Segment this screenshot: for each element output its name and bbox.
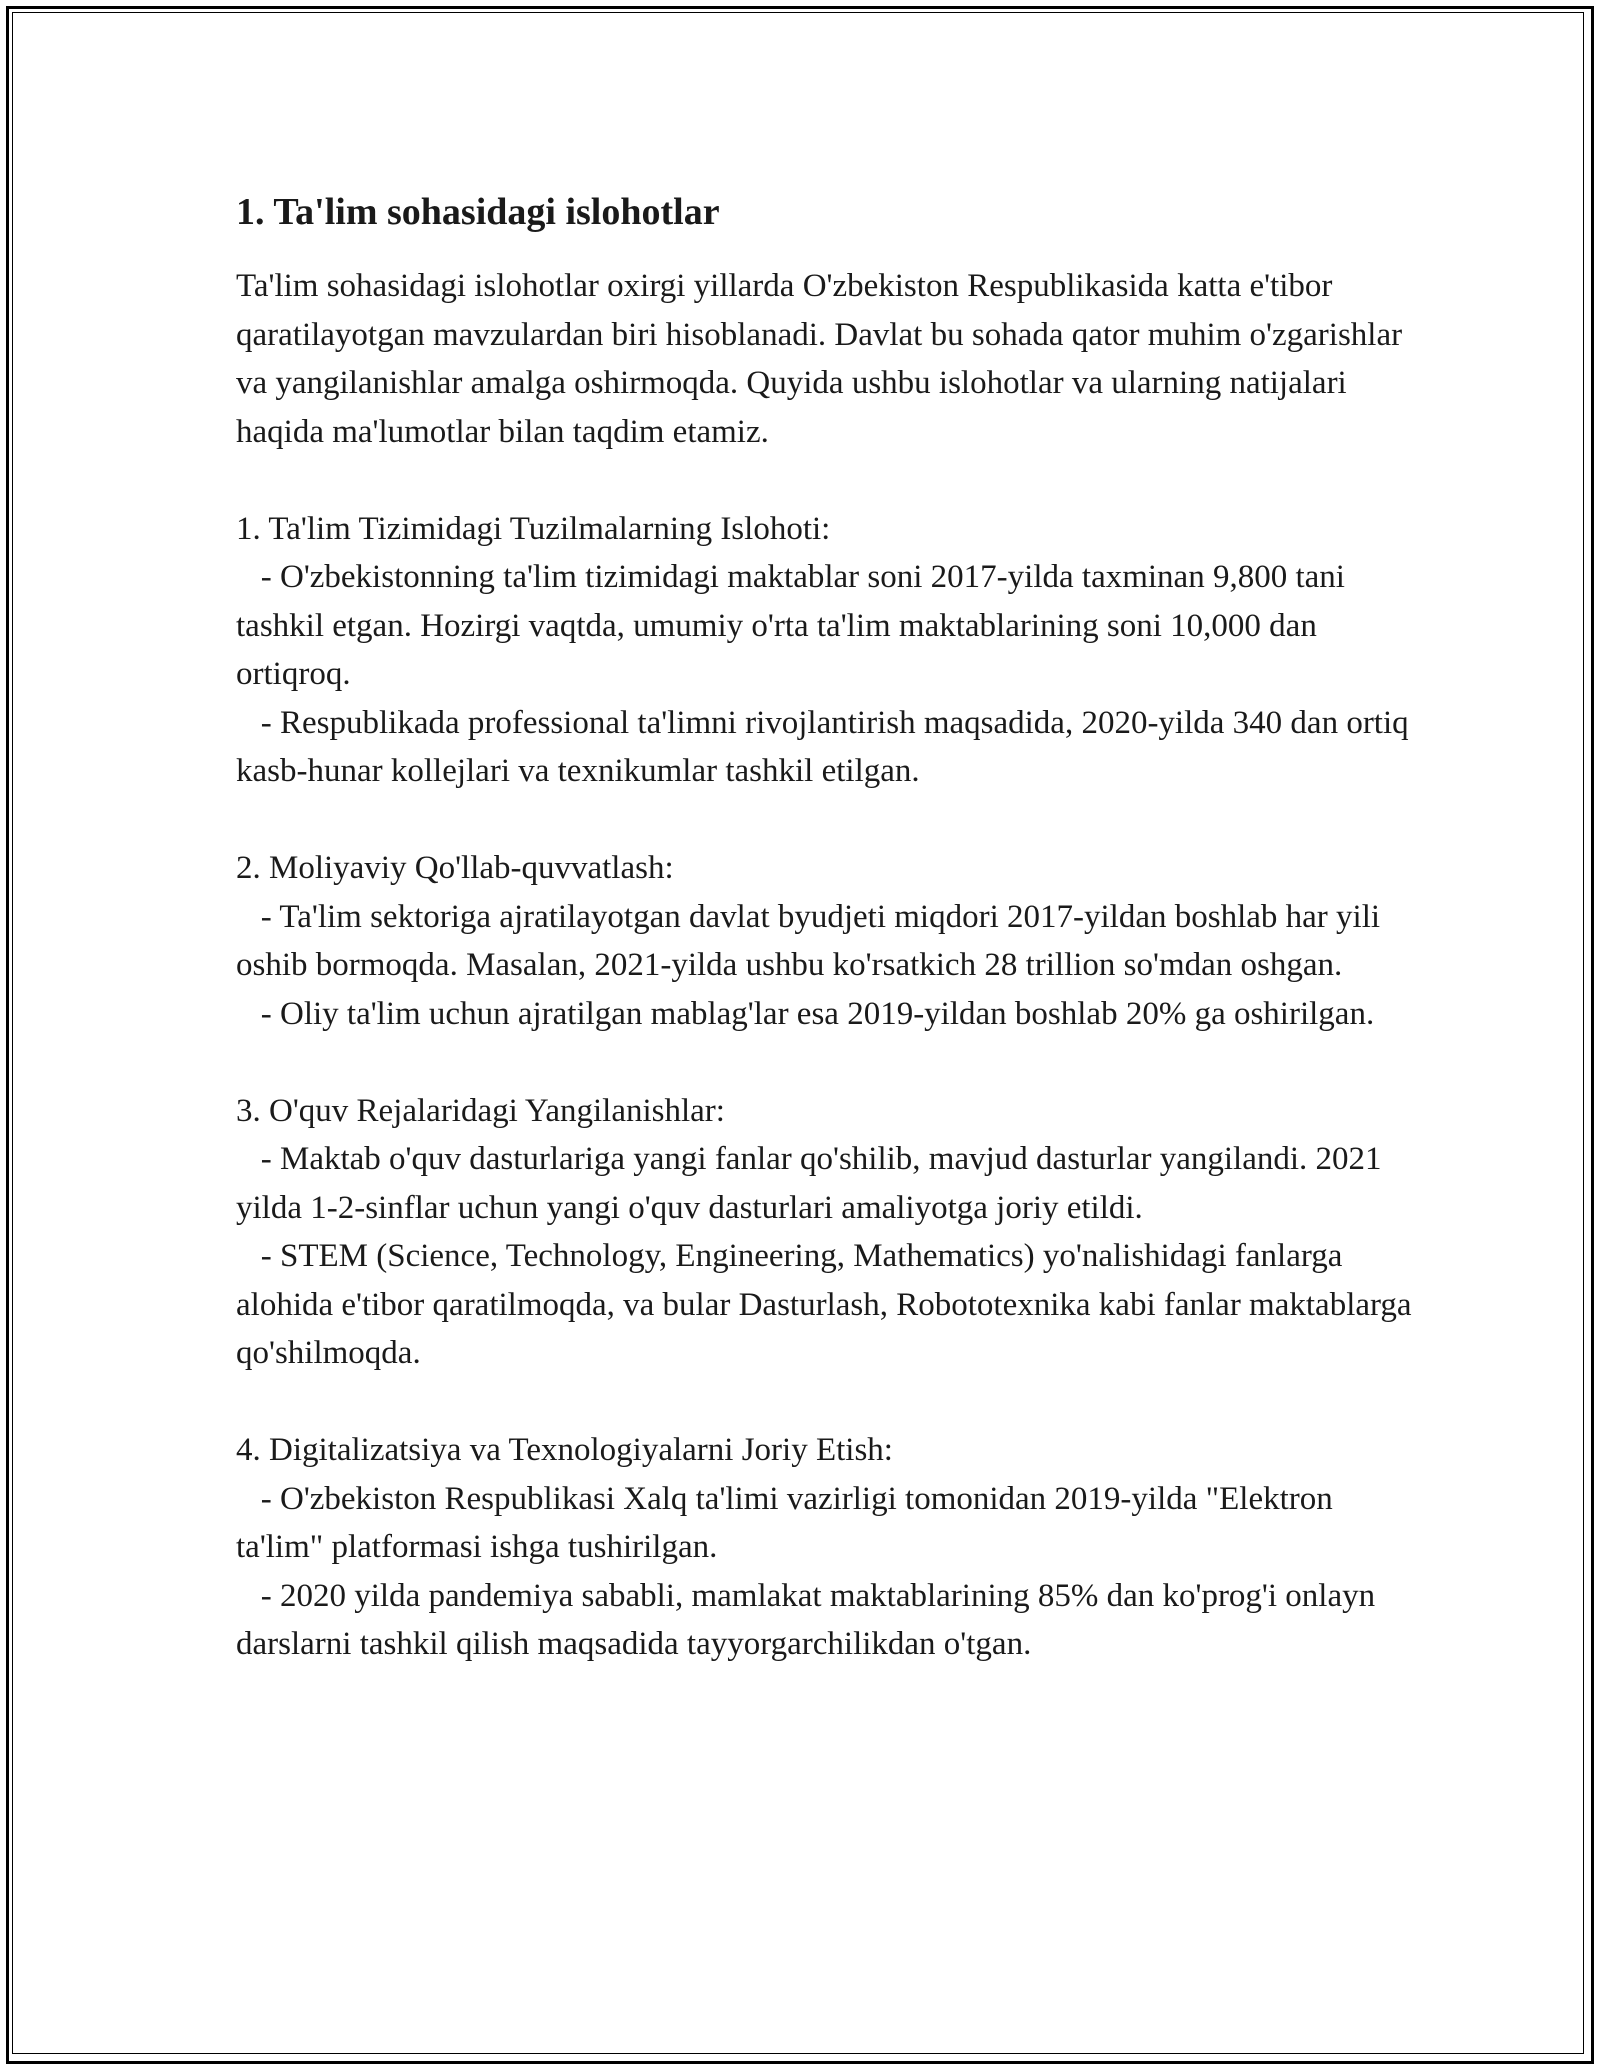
- section-bullet: - Ta'lim sektoriga ajratilayotgan davlat byudjeti miqdori 2017-yildan boshlab har yili oshib bormoqda. Masalan, 2021-yilda ushbu ko'rsatkich 28 trillion so'mdan oshgan.: [236, 898, 1389, 983]
- section-bullet: - O'zbekiston Respublikasi Xalq ta'limi vazirligi tomonidan 2019-yilda "Elektron ta'lim" platformasi ishga tushirilgan.: [236, 1480, 1342, 1565]
- section-heading: 3. O'quv Rejalaridagi Yangilanishlar:: [236, 1092, 725, 1129]
- section-heading: 2. Moliyaviy Qo'llab-quvvatlash:: [236, 850, 674, 886]
- spacer: [236, 796, 1416, 845]
- section-bullet: - STEM (Science, Technology, Engineering, Mathematics) yo'nalishidagi fanlarga alohida e'tibor qaratilmoqda, va bular Dasturlash, Robototexnika kabi fanlar maktablarga qo'shilmoqda.: [236, 1238, 1420, 1371]
- section-bullet: - 2020 yilda pandemiya sababli, mamlakat maktablarining 85% dan ko'prog'i onlayn darslarni tashkil qilish maqsadida tayyorgarchilikdan o'tgan.: [236, 1577, 1384, 1662]
- section-digitalization: [236, 1426, 1416, 1669]
- intro-paragraph: Ta'lim sohasidagi islohotlar oxirgi yillarda O'zbekiston Respublikasida katta e'tibor qaratilayotgan mavzulardan biri hisoblanadi. Davlat bu sohada qator muhim o'zgarishlar va yangilanishlar amalga oshirmoqda. Quyida ushbu islohotlar va ularning natijalari haqida ma'lumotlar bilan taqdim etamiz.: [236, 268, 1403, 450]
- spacer: [236, 456, 1416, 505]
- section-bullet: - Oliy ta'lim uchun ajratilgan mablag'lar esa 2019-yildan boshlab 20% ga oshirilgan.: [236, 995, 1375, 1032]
- document-title: 1. Ta'lim sohasidagi islohotlar: [236, 191, 720, 233]
- section-curriculum-updates: [236, 1087, 1420, 1378]
- section-financial-support: [236, 844, 1416, 1038]
- section-heading: 4. Digitalizatsiya va Texnologiyalarni Joriy Etish:: [236, 1432, 893, 1468]
- section-structure-reform: [236, 505, 1416, 796]
- section-heading: 1. Ta'lim Tizimidagi Tuzilmalarning Islohoti:: [236, 510, 831, 547]
- spacer: [236, 1378, 1416, 1427]
- section-bullet: - Respublikada professional ta'limni rivojlantirish maqsadida, 2020-yilda 340 dan ortiq kasb-hunar kollejlari va texnikumlar tashkil etilgan.: [236, 704, 1417, 789]
- document-body: [236, 188, 1420, 1669]
- section-bullet: - O'zbekistonning ta'lim tizimidagi maktablar soni 2017-yilda taxminan 9,800 tani tashkil etgan. Hozirgi vaqtda, umumiy o'rta ta'lim maktablarining soni 10,000 dan ortiqroq.: [236, 559, 1354, 692]
- spacer: [236, 1038, 1416, 1087]
- section-bullet: - Maktab o'quv dasturlariga yangi fanlar qo'shilib, mavjud dasturlar yangilandi. 2021 yilda 1-2-sinflar uchun yangi o'quv dasturlari amaliyotga joriy etildi.: [236, 1141, 1390, 1226]
